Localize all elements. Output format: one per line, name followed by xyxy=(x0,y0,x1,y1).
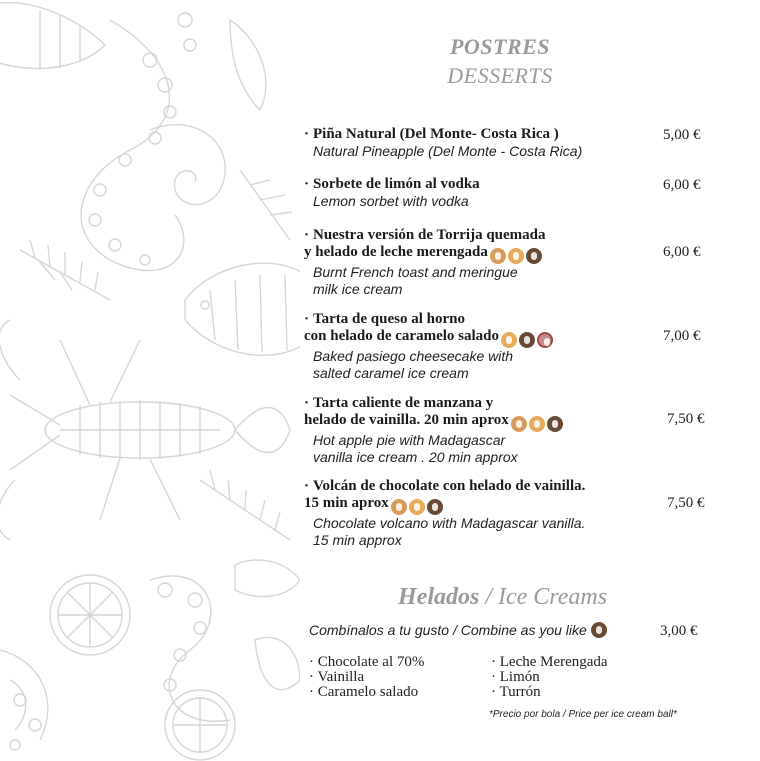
flavor-list-right xyxy=(491,655,608,700)
wheat-icon xyxy=(490,248,506,264)
item-price: 7,50 € xyxy=(667,495,705,511)
ice-cream-price: 3,00 € xyxy=(660,623,698,639)
milk-icon xyxy=(591,622,607,638)
item-description: Natural Pineapple (Del Monte - Costa Rica) xyxy=(313,143,583,159)
title-separator: / xyxy=(479,584,498,610)
item-description-line2: salted caramel ice cream xyxy=(313,365,469,381)
menu-item xyxy=(304,478,724,549)
item-name: Volcán de chocolate con helado de vainilla. xyxy=(313,478,586,494)
item-description: Hot apple pie with Madagascar xyxy=(313,432,506,448)
allergen-icons xyxy=(490,247,544,264)
item-price: 6,00 € xyxy=(663,244,701,260)
milk-icon xyxy=(526,248,542,264)
price-note: *Precio por bola / Price per ice cream ball* xyxy=(489,709,677,720)
flavor-item: · Turrón xyxy=(491,684,541,700)
item-name-line2: con helado de caramelo salado xyxy=(304,328,499,344)
allergen-icons xyxy=(391,498,445,515)
menu-item xyxy=(304,176,724,210)
section-title-en: DESSERTS xyxy=(447,63,553,88)
milk-icon xyxy=(427,499,443,515)
wheat-icon xyxy=(391,499,407,515)
item-price: 5,00 € xyxy=(663,127,701,143)
menu-item xyxy=(304,395,724,466)
item-description-line2: vanilla ice cream . 20 min approx xyxy=(313,449,518,465)
wheat-icon xyxy=(511,416,527,432)
ice-cream-title-es: Helados xyxy=(398,584,480,610)
ice-cream-section-title xyxy=(398,584,607,611)
item-description-line2: milk ice cream xyxy=(313,281,403,297)
milk-icon xyxy=(547,416,563,432)
item-price: 6,00 € xyxy=(663,177,701,193)
bullet: · xyxy=(304,395,310,411)
item-description: Burnt French toast and meringue xyxy=(313,264,518,280)
item-name: Nuestra versión de Torrija quemada xyxy=(313,227,546,243)
egg-icon xyxy=(508,248,524,264)
egg-icon xyxy=(409,499,425,515)
ice-cream-combine xyxy=(309,622,609,638)
combine-text: Combínalos a tu gusto / Combine as you like xyxy=(309,622,587,638)
item-name-line2: 15 min aprox xyxy=(304,495,389,511)
flavor-item: · Leche Merengada xyxy=(491,654,608,670)
item-name-line2: helado de vainilla. 20 min aprox xyxy=(304,412,509,428)
flavor-item: · Vainilla xyxy=(309,669,365,685)
item-price: 7,50 € xyxy=(667,411,705,427)
egg-icon xyxy=(529,416,545,432)
flavor-item: · Chocolate al 70% xyxy=(309,654,425,670)
bullet: · xyxy=(304,478,310,494)
item-description: Chocolate volcano with Madagascar vanilla. xyxy=(313,515,586,531)
nuts-icon xyxy=(537,332,553,348)
allergen-icons xyxy=(511,415,565,432)
bullet: · xyxy=(304,126,310,142)
bullet: · xyxy=(304,176,310,192)
item-description-line2: 15 min approx xyxy=(313,532,402,548)
item-name: Sorbete de limón al vodka xyxy=(313,176,480,192)
item-description: Baked pasiego cheesecake with xyxy=(313,348,514,364)
item-name-line2: y helado de leche merengada xyxy=(304,244,488,260)
item-name: Tarta caliente de manzana y xyxy=(313,395,494,411)
allergen-icons xyxy=(501,331,555,348)
section-title-es: POSTRES xyxy=(449,34,551,59)
milk-icon xyxy=(519,332,535,348)
flavor-list-left xyxy=(309,655,424,700)
item-price: 7,00 € xyxy=(663,328,701,344)
flavor-item: · Caramelo salado xyxy=(309,684,419,700)
menu-item xyxy=(304,311,724,382)
bullet: · xyxy=(304,227,310,243)
flavor-item: · Limón xyxy=(491,669,540,685)
ice-cream-title-en: Ice Creams xyxy=(498,584,608,610)
egg-icon xyxy=(501,332,517,348)
item-name: Piña Natural (Del Monte- Costa Rica ) xyxy=(313,126,559,142)
bullet: · xyxy=(304,311,310,327)
menu-item xyxy=(304,227,724,298)
item-description: Lemon sorbet with vodka xyxy=(313,193,469,209)
item-name: Tarta de queso al horno xyxy=(313,311,465,327)
menu-item xyxy=(304,126,724,160)
